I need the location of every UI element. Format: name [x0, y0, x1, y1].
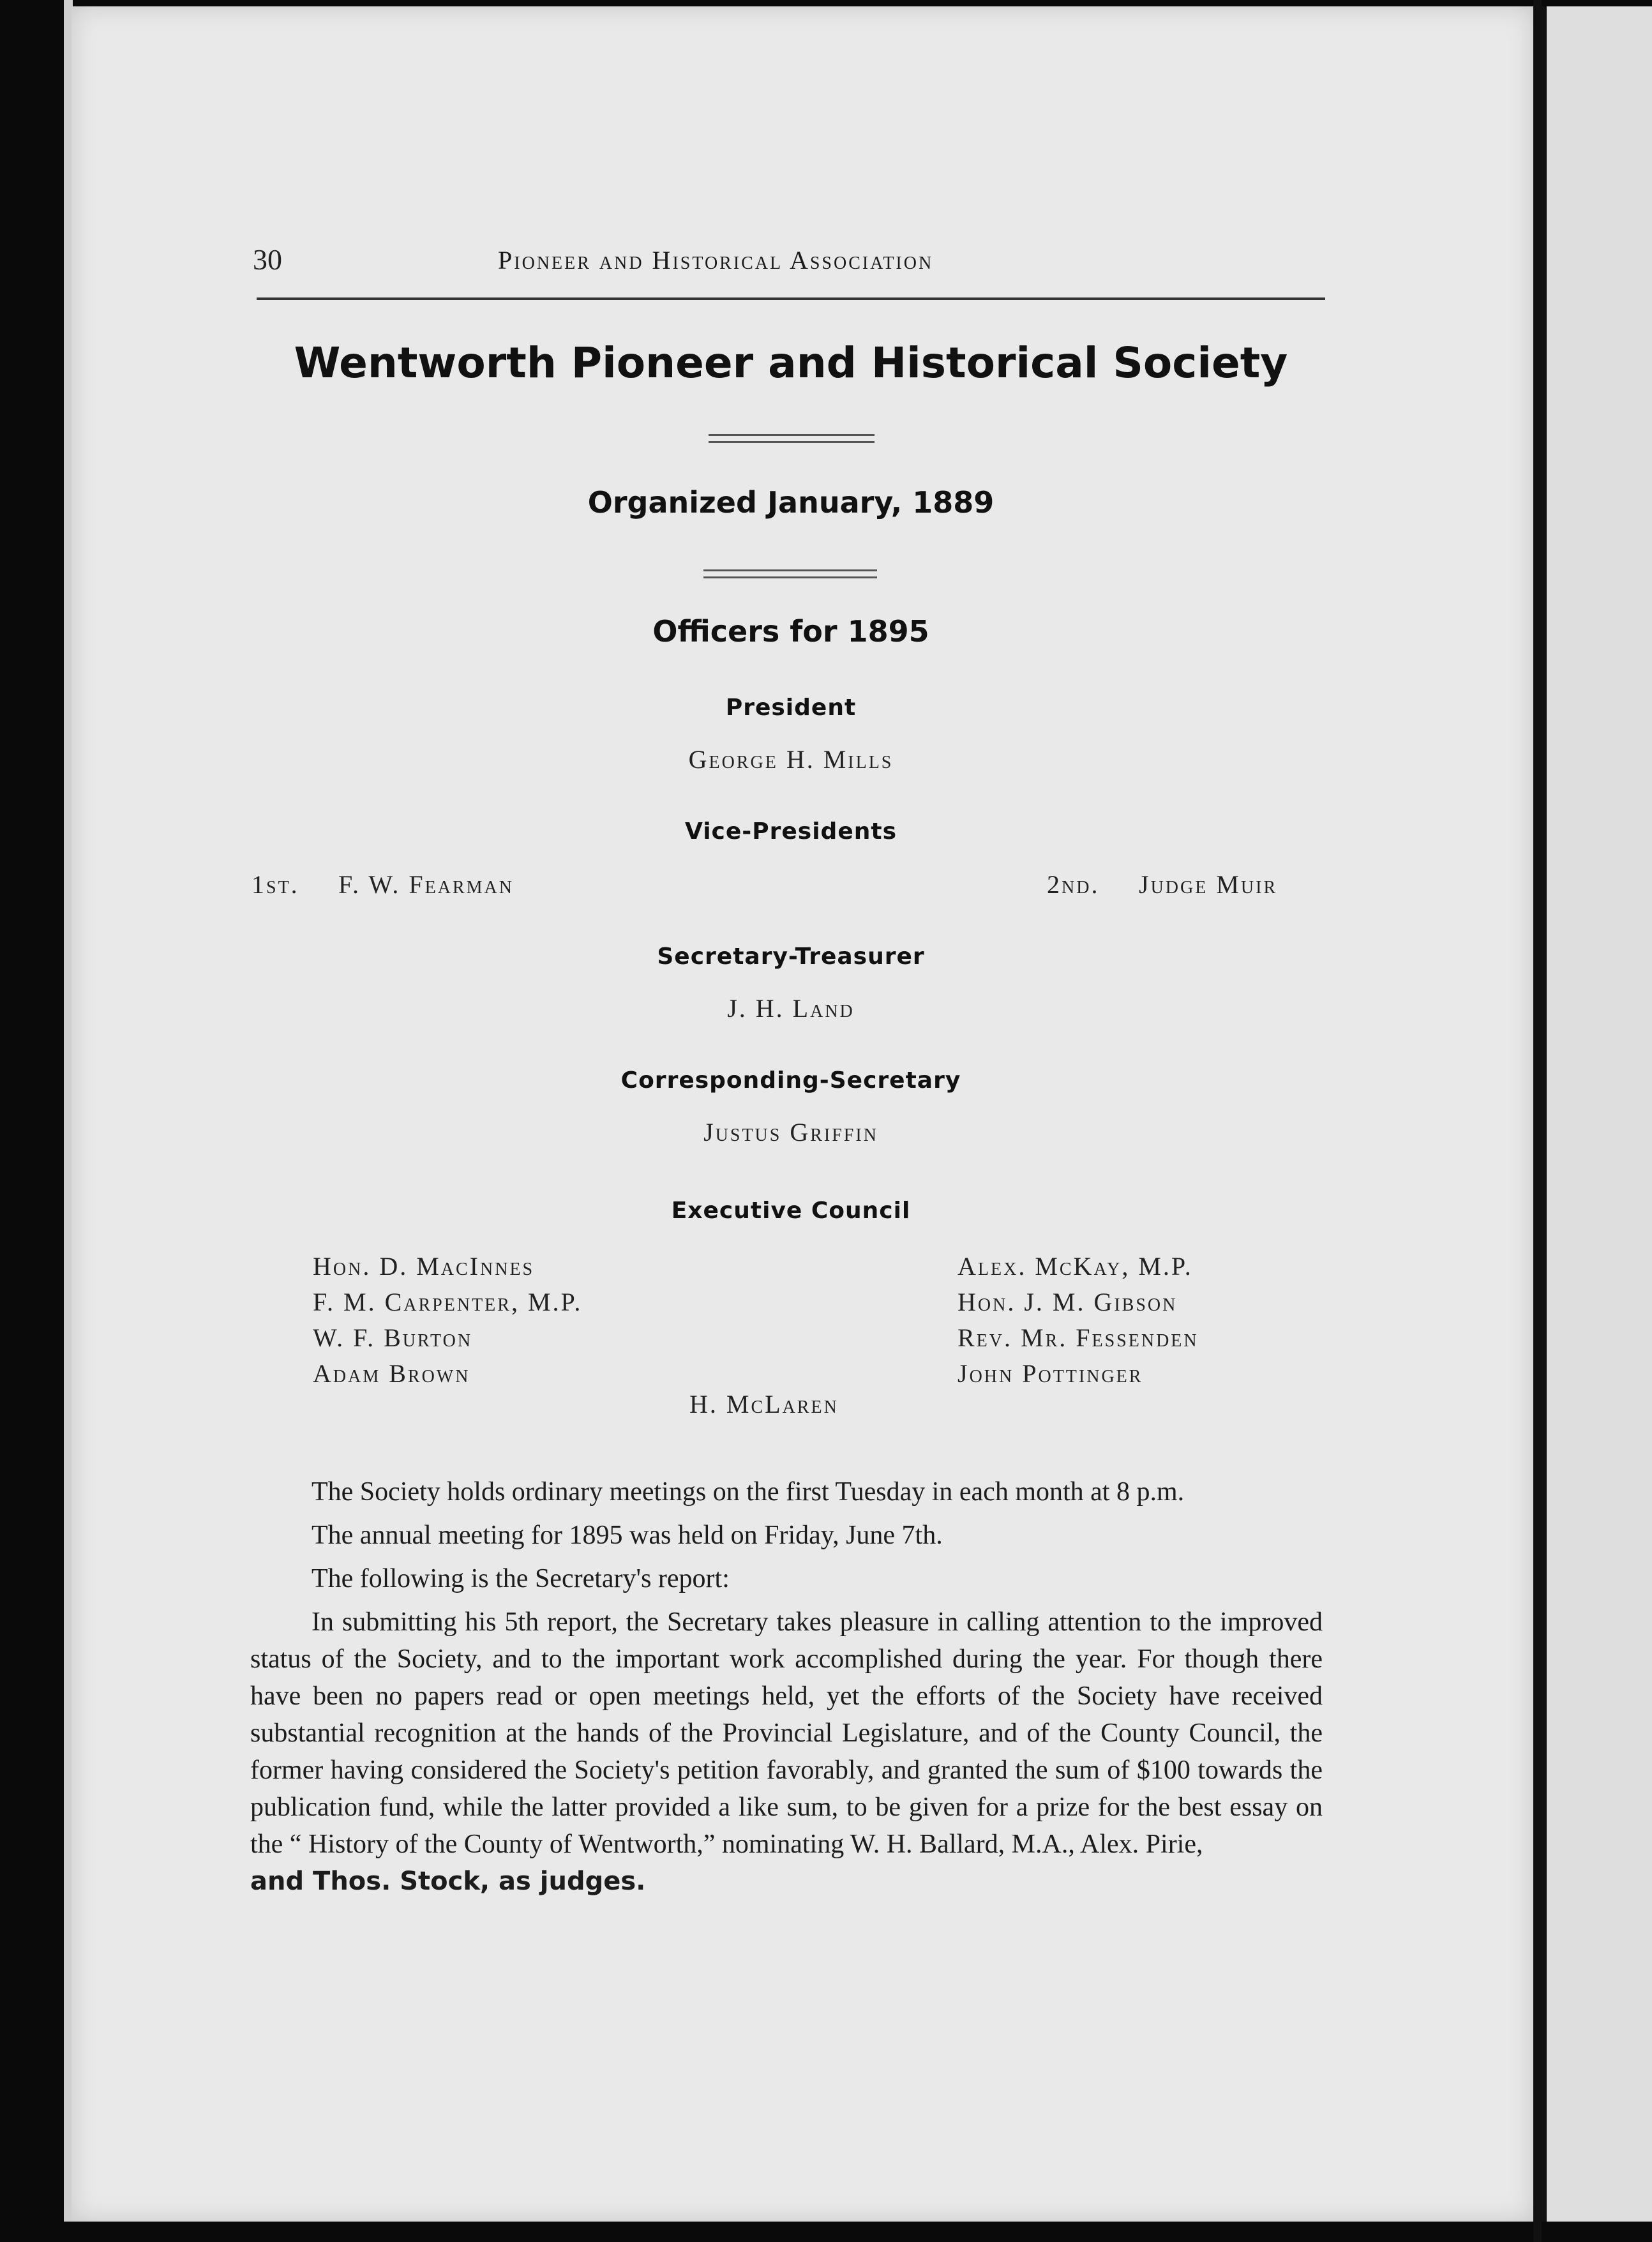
council-member: Rev. Mr. Fessenden: [957, 1323, 1199, 1352]
organized-date: Organized January, 1889: [587, 485, 995, 520]
vp-second-name: Judge Muir: [1139, 870, 1278, 899]
paragraph-annual-meeting: The annual meeting for 1895 was held on Friday, June 7th.: [312, 1521, 943, 1550]
president-name: George H. Mills: [688, 745, 894, 774]
council-right-column: [957, 1249, 1199, 1392]
divider-rule: [703, 569, 877, 578]
adjacent-page: [1542, 6, 1652, 2222]
council-member: John Pottinger: [957, 1359, 1143, 1388]
secretary-treasurer-label: Secretary-Treasurer: [657, 944, 925, 970]
vp-second-ordinal: 2nd.: [1047, 870, 1100, 899]
secretary-treasurer-name: J. H. Land: [727, 994, 855, 1023]
officers-heading: Officers for 1895: [652, 614, 929, 649]
paragraph-meetings: The Society holds ordinary meetings on the first Tuesday in each month at 8 p.m.: [312, 1477, 1185, 1507]
header-rule: [257, 297, 1325, 300]
page-title: Wentworth Pioneer and Historical Society: [294, 338, 1288, 387]
vp-first-ordinal: 1st.: [252, 870, 299, 899]
paragraph-report-end: and Thos. Stock, as judges.: [250, 1867, 646, 1896]
president-label: President: [725, 695, 857, 721]
paragraph-report-intro: The following is the Secretary's report:: [312, 1564, 730, 1593]
council-member: F. M. Carpenter, M.P.: [313, 1288, 583, 1316]
council-member: Hon. D. MacInnes: [313, 1252, 535, 1281]
paragraph-report: In submitting his 5th report, the Secretary takes pleasure in calling attention to the improved status of the Society, and to the important work accomplished during the year. For though there have been no papers read or open meetings held, yet the efforts of the Society have received substantial recognition at the hands of the Provincial Legislature, and of the County Council, the former having considered the Society's petition favorably, and granted the sum of $100 towards the publication fund, while the latter provided a like sum, to be given for a prize for the best essay on the “ History of the County of Wentworth,” nominating W. H. Ballard, M.A., Alex. Pirie,: [250, 1607, 1323, 1859]
council-member: W. F. Burton: [313, 1323, 473, 1352]
council-member: Adam Brown: [313, 1359, 470, 1388]
body-text: [250, 1473, 1323, 1900]
vice-presidents-label: Vice-Presidents: [684, 818, 897, 845]
divider-rule: [709, 434, 875, 443]
council-member-center: H. McLaren: [689, 1390, 839, 1418]
council-member: Alex. McKay, M.P.: [957, 1252, 1193, 1281]
corresponding-secretary-label: Corresponding-Secretary: [620, 1067, 961, 1094]
book-spine: [1533, 0, 1542, 2242]
corresponding-secretary-name: Justus Griffin: [703, 1118, 878, 1147]
executive-council-label: Executive Council: [671, 1198, 911, 1224]
running-title: Pioneer and Historical Association: [498, 246, 934, 275]
council-member: Hon. J. M. Gibson: [957, 1288, 1178, 1316]
council-left-column: [313, 1249, 582, 1392]
page-number: 30: [253, 243, 282, 276]
vp-first-name: F. W. Fearman: [338, 870, 514, 899]
